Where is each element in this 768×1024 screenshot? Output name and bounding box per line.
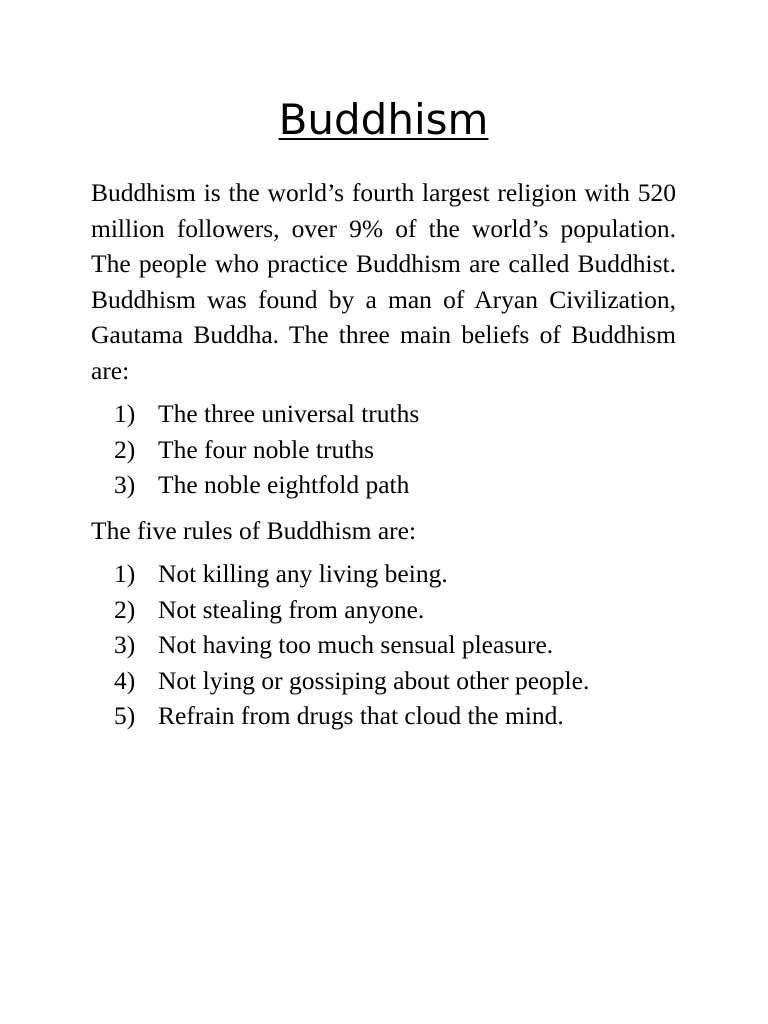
list-item bbox=[91, 467, 676, 503]
list-item-text: The four noble truths bbox=[158, 434, 374, 464]
list-item-text: Refrain from drugs that cloud the mind. bbox=[158, 701, 564, 730]
list-number: 3) bbox=[114, 630, 136, 659]
list-item bbox=[91, 663, 676, 699]
document-page bbox=[91, 92, 676, 734]
list-item-text: Not lying or gossiping about other people. bbox=[158, 665, 590, 695]
list-number: 1) bbox=[114, 559, 136, 588]
page-title-text: Buddhism bbox=[278, 95, 489, 144]
rules-list bbox=[91, 556, 676, 734]
list-item-text: The noble eightfold path bbox=[158, 470, 410, 499]
list-item bbox=[91, 396, 676, 432]
intro-paragraph: Buddhism is the world’s fourth largest religion with 520 million followers, over 9% of the world’s population. The people who practice Buddhism are called Buddhist. Buddhism was found by a man of Aryan Civilization, Gautama Buddha. The three main beliefs of Buddhism are: bbox=[91, 178, 676, 385]
beliefs-list bbox=[91, 396, 676, 503]
list-item bbox=[91, 592, 676, 628]
list-item-text: Not having too much sensual pleasure. bbox=[158, 630, 554, 659]
list-item bbox=[91, 627, 676, 663]
list-number: 1) bbox=[114, 399, 136, 428]
list-item bbox=[91, 698, 676, 734]
list-number: 2) bbox=[114, 434, 136, 464]
rules-heading: The five rules of Buddhism are: bbox=[91, 515, 417, 545]
list-item-text: Not stealing from anyone. bbox=[158, 594, 425, 624]
list-number: 2) bbox=[114, 594, 136, 624]
list-number: 5) bbox=[114, 701, 136, 730]
list-item-text: The three universal truths bbox=[158, 399, 420, 428]
list-item-text: Not killing any living being. bbox=[158, 559, 448, 588]
list-number: 4) bbox=[114, 665, 136, 695]
list-item bbox=[91, 432, 676, 468]
list-item bbox=[91, 556, 676, 592]
list-number: 3) bbox=[114, 470, 136, 499]
page-title bbox=[91, 92, 676, 148]
